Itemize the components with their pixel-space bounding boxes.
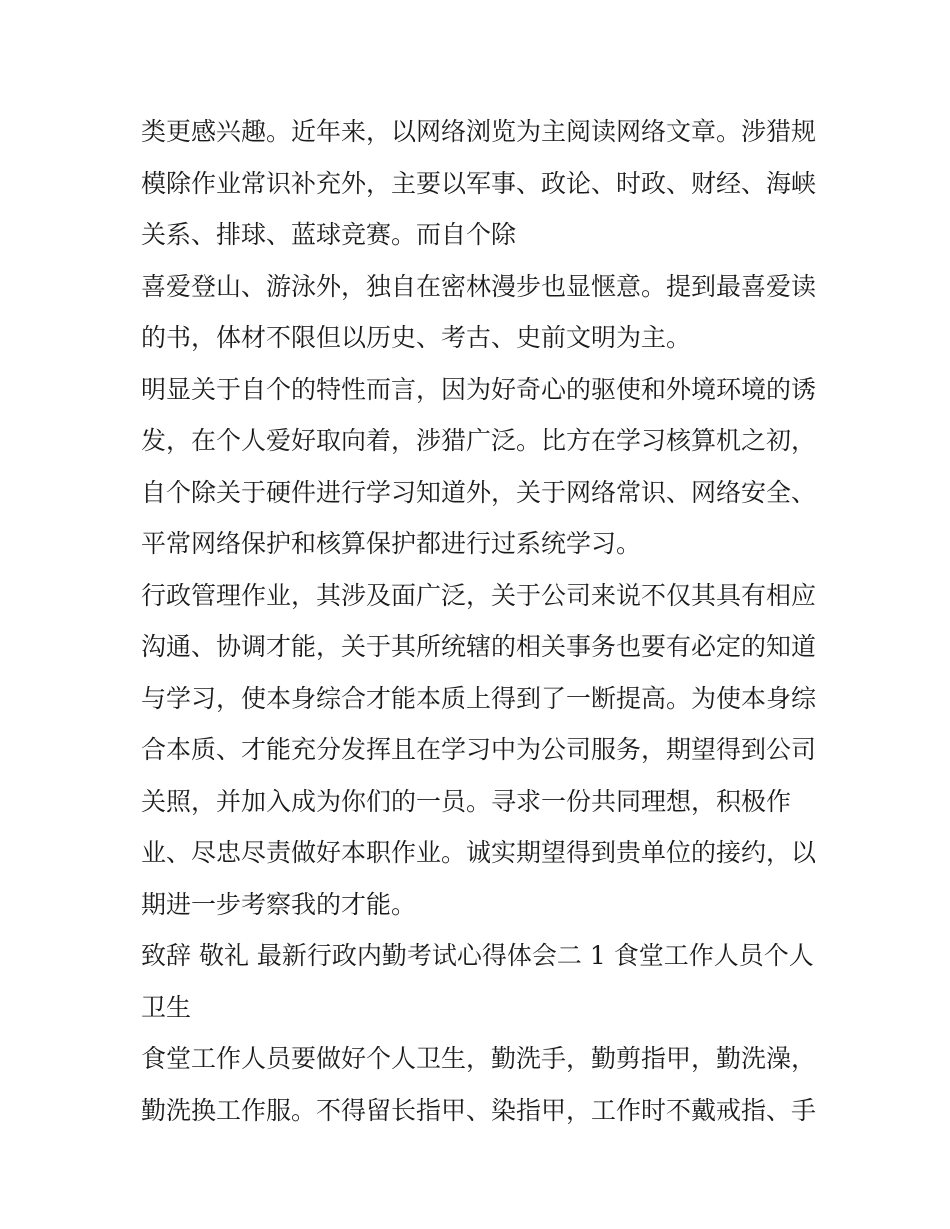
text-line: 业、尽忠尽责做好本职作业。诚实期望得到贵单位的接约，以 xyxy=(141,838,817,867)
text-line: 勤洗换工作服。不得留长指甲、染指甲，工作时不戴戒指、手 xyxy=(141,1095,817,1125)
text-line: 关照，并加入成为你们的一员。寻求一份共同理想，积极作 xyxy=(141,786,792,816)
text-line: 平常网络保护和核算保护都进行过系统学习。 xyxy=(141,529,642,558)
text-line: 卫生 xyxy=(141,992,192,1022)
text-line: 的书，体材不限但以历史、考古、史前文明为主。 xyxy=(141,323,692,352)
text-line: 自个除关于硬件进行学习知道外，关于网络常识、网络安全、 xyxy=(141,477,817,507)
text-line: 合本质、才能充分发挥且在学习中为公司服务，期望得到公司 xyxy=(141,735,817,764)
text-line: 明显关于自个的特性而言，因为好奇心的驱使和外境环境的诱 xyxy=(141,374,817,404)
text-line: 类更感兴趣。近年来，以网络浏览为主阅读网络文章。涉猎规 xyxy=(141,117,817,146)
text-line: 沟通、协调才能，关于其所统辖的相关事务也要有必定的知道 xyxy=(141,632,817,661)
text-line: 致辞 敬礼 最新行政内勤考试心得体会二 1 食堂工作人员个人 xyxy=(141,941,814,970)
body-text xyxy=(141,106,821,1136)
text-line: 关系、排球、蓝球竞赛。而自个除 xyxy=(141,220,517,249)
text-line: 喜爱登山、游泳外，独自在密林漫步也显惬意。提到最喜爱读 xyxy=(141,271,817,301)
text-line: 食堂工作人员要做好个人卫生，勤洗手，勤剪指甲，勤洗澡， xyxy=(141,1044,817,1073)
text-line: 期进一步考察我的才能。 xyxy=(141,889,417,919)
text-line: 与学习，使本身综合才能本质上得到了一断提高。为使本身综 xyxy=(141,683,817,713)
text-line: 行政管理作业，其涉及面广泛，关于公司来说不仅其具有相应 xyxy=(141,580,817,610)
text-line: 模除作业常识补充外，主要以军事、政论、时政、财经、海峡 xyxy=(141,168,817,198)
text-line: 发，在个人爱好取向着，涉猎广泛。比方在学习核算机之初， xyxy=(141,426,817,455)
